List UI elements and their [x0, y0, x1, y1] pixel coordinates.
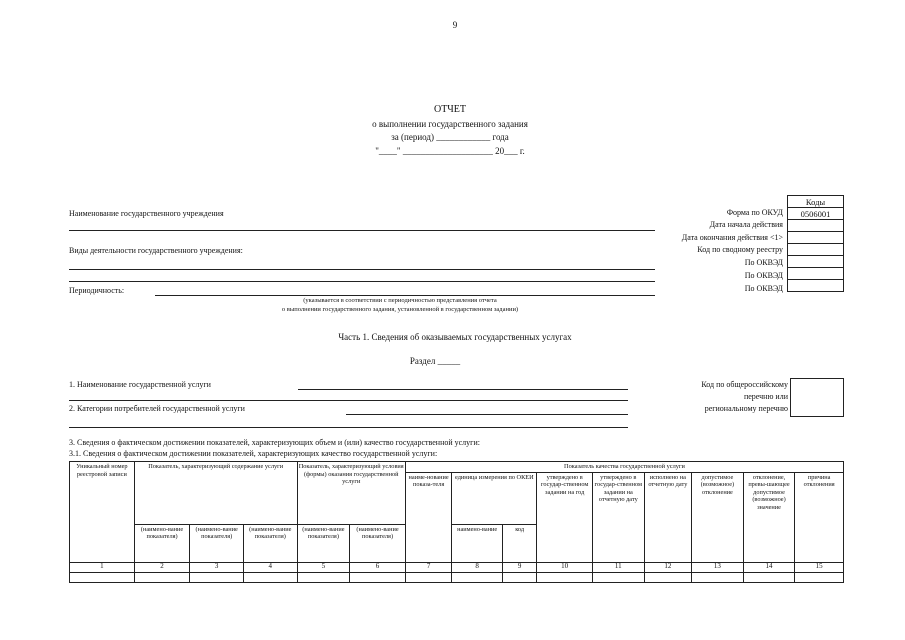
activity-line-1 — [69, 269, 655, 270]
report-title: ОТЧЕТ — [433, 104, 467, 115]
okved-cell-2 — [788, 268, 844, 280]
header-allowed: допустимое (возможное) отклонение — [692, 472, 744, 562]
column-number: 4 — [243, 562, 297, 572]
column-number: 13 — [692, 562, 744, 572]
header-approved-year: утверждено в государ-ственном задании на год — [537, 472, 593, 562]
column-number: 5 — [297, 562, 350, 572]
periodicity-note-2: о выполнении государственного задания, установленной в государственном задании) — [281, 306, 519, 313]
end-date-label: Дата окончания действия <1> — [681, 233, 783, 242]
okved-cell-3 — [788, 280, 844, 292]
table-cell — [502, 572, 536, 582]
column-number: 1 — [70, 562, 135, 572]
institution-name-line — [69, 230, 655, 231]
part-title: Часть 1. Сведения об оказываемых государственных услугах — [338, 332, 572, 342]
category-line — [346, 414, 628, 415]
page-number: 9 — [452, 20, 458, 30]
table-cell — [743, 572, 795, 582]
service-name-line — [298, 389, 628, 390]
table-cell — [405, 572, 452, 582]
service-name-label: 1. Наименование государственной услуги — [69, 380, 211, 389]
code-label-3: региональному перечню — [704, 404, 788, 413]
column-number: 15 — [795, 562, 844, 572]
start-date-label: Дата начала действия — [709, 220, 783, 229]
column-number: 3 — [190, 562, 244, 572]
service-name-line-2 — [69, 400, 628, 401]
periodicity-line — [155, 295, 655, 296]
okud-code: 0506001 — [788, 208, 844, 220]
table-cell — [297, 572, 350, 582]
codes-table — [787, 195, 844, 292]
registry-label: Код по сводному реестру — [697, 245, 783, 254]
table-cell — [644, 572, 692, 582]
table-cell — [452, 572, 503, 582]
header-unit: единица измерения по ОКЕИ — [452, 472, 537, 524]
activity-line-2 — [69, 281, 655, 282]
report-subtitle: о выполнении государственного задания — [372, 119, 528, 129]
okved-label-1: По ОКВЭД — [744, 258, 783, 267]
table-cell — [190, 572, 244, 582]
institution-name-label: Наименование государственного учреждения — [69, 209, 224, 218]
column-number: 6 — [350, 562, 406, 572]
category-label: 2. Категории потребителей государственной услуги — [69, 404, 245, 413]
registry-code-cell — [788, 244, 844, 256]
column-number: 8 — [452, 562, 503, 572]
codes-header: Коды — [788, 196, 844, 208]
header-indicator-3: (наимено-вание показателя) — [190, 524, 244, 562]
table-cell — [692, 572, 744, 582]
header-unique-number: Уникальный номер реестровой записи — [70, 462, 135, 563]
start-date-cell — [788, 220, 844, 232]
header-approved-date: утверждено в государ-ственном задании на отчетную дату — [592, 472, 644, 562]
activity-types-label: Виды деятельности государственного учреждения: — [69, 246, 243, 255]
report-period: за (период) ____________ года — [391, 132, 509, 142]
end-date-cell — [788, 232, 844, 244]
table-cell — [70, 572, 135, 582]
column-number: 14 — [743, 562, 795, 572]
okved-label-3: По ОКВЭД — [744, 284, 783, 293]
table-cell — [537, 572, 593, 582]
category-line-2 — [69, 427, 628, 428]
section-label: Раздел _____ — [409, 356, 461, 366]
header-indicator-4: (наимено-вание показателя) — [243, 524, 297, 562]
header-quality: Показатель качества государственной услуги — [405, 462, 843, 473]
section3-line2: 3.1. Сведения о фактическом достижении показателей, характеризующих качество государственной услуги: — [69, 449, 438, 458]
column-number: 7 — [405, 562, 452, 572]
column-number: 2 — [134, 562, 190, 572]
service-code-box — [790, 378, 844, 417]
header-conditions: Показатель, характеризующий условия (формы) оказания государственной услуги — [297, 462, 405, 525]
header-done: исполнено на отчетную дату — [644, 472, 692, 562]
okved-cell-1 — [788, 256, 844, 268]
header-indicator-2: (наимено-вание показателя) — [134, 524, 190, 562]
header-reason: причина отклонения — [795, 472, 844, 562]
table-cell — [134, 572, 190, 582]
header-deviation: отклонение, превы-шающее допустимое (возможное) значение — [743, 472, 795, 562]
column-number: 12 — [644, 562, 692, 572]
report-date: "____" ____________________ 20___ г. — [375, 146, 525, 156]
okved-label-2: По ОКВЭД — [744, 271, 783, 280]
column-number: 10 — [537, 562, 593, 572]
table-cell — [795, 572, 844, 582]
header-unit-code: код — [502, 524, 536, 562]
code-label-1: Код по общероссийскому — [701, 380, 788, 389]
header-indicator-6: (наимено-вание показателя) — [350, 524, 406, 562]
periodicity-label: Периодичность: — [69, 286, 125, 295]
header-indicator-name: наиме-нование показа-теля — [405, 472, 452, 562]
header-unit-name: наимено-вание — [452, 524, 503, 562]
okud-label: Форма по ОКУД — [726, 208, 783, 217]
column-number: 9 — [502, 562, 536, 572]
table-cell — [350, 572, 406, 582]
table-cell — [592, 572, 644, 582]
header-content: Показатель, характеризующий содержание услуги — [134, 462, 297, 525]
code-label-2: перечню или — [743, 392, 788, 401]
quality-table — [69, 461, 844, 583]
header-indicator-5: (наимено-вание показателя) — [297, 524, 350, 562]
column-number: 11 — [592, 562, 644, 572]
table-cell — [243, 572, 297, 582]
section3-line1: 3. Сведения о фактическом достижении показателей, характеризующих объем и (или) качество государственной услуги: — [69, 438, 480, 447]
periodicity-note-1: (указывается в соответствии с периодичностью представления отчета — [303, 297, 497, 304]
